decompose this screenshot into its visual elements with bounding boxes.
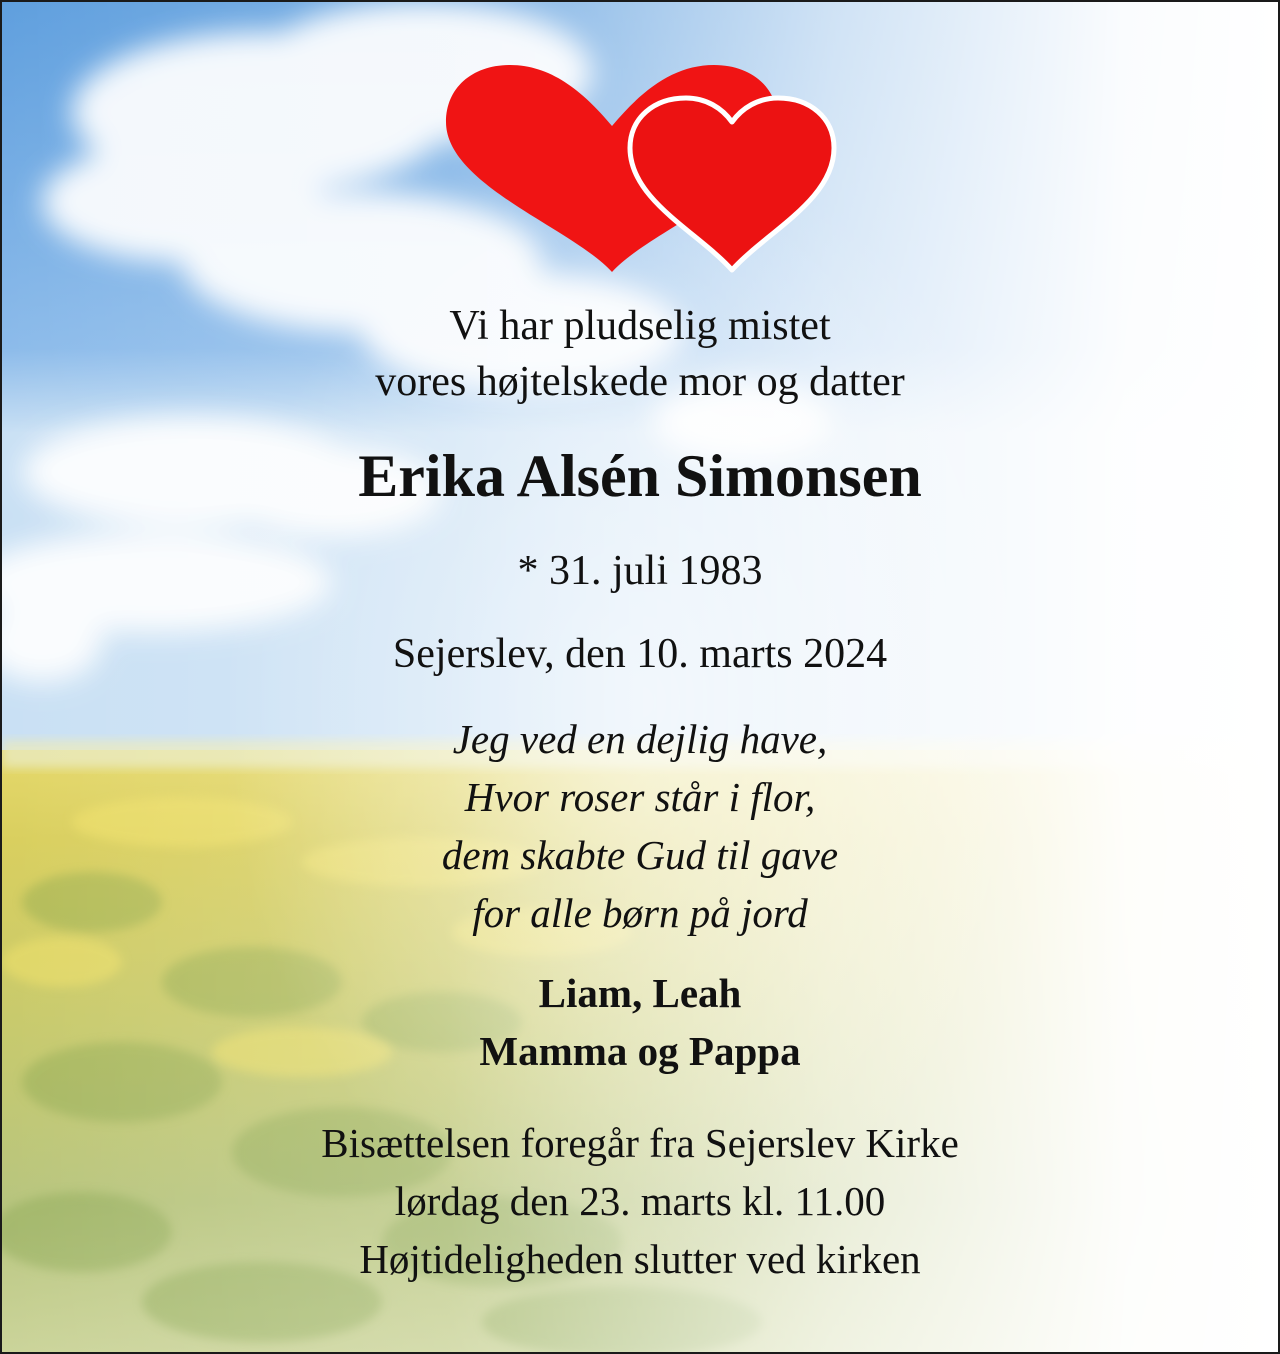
deceased-name: Erika Alsén Simonsen	[358, 443, 922, 509]
birth-date: * 31. juli 1983	[517, 548, 763, 594]
two-hearts-icon	[442, 60, 842, 280]
notice-content	[2, 2, 1278, 1352]
verse-line-4: for alle børn på jord	[472, 890, 808, 936]
funeral-line-1: Bisættelsen foregår fra Sejerslev Kirke	[321, 1120, 959, 1166]
family-line-2: Mamma og Pappa	[479, 1028, 801, 1074]
funeral-line-3: Højtideligheden slutter ved kirken	[359, 1236, 921, 1282]
verse-line-1: Jeg ved en dejlig have,	[452, 716, 828, 762]
verse-line-2: Hvor roser står i flor,	[464, 774, 816, 820]
funeral-line-2: lørdag den 23. marts kl. 11.00	[394, 1178, 886, 1224]
verse-line-3: dem skabte Gud til gave	[441, 832, 839, 878]
intro-line-1: Vi har pludselig mistet	[449, 303, 831, 349]
family-line-1: Liam, Leah	[538, 970, 742, 1016]
death-place-date: Sejerslev, den 10. marts 2024	[392, 631, 888, 677]
intro-line-2: vores højtelskede mor og datter	[375, 359, 905, 405]
